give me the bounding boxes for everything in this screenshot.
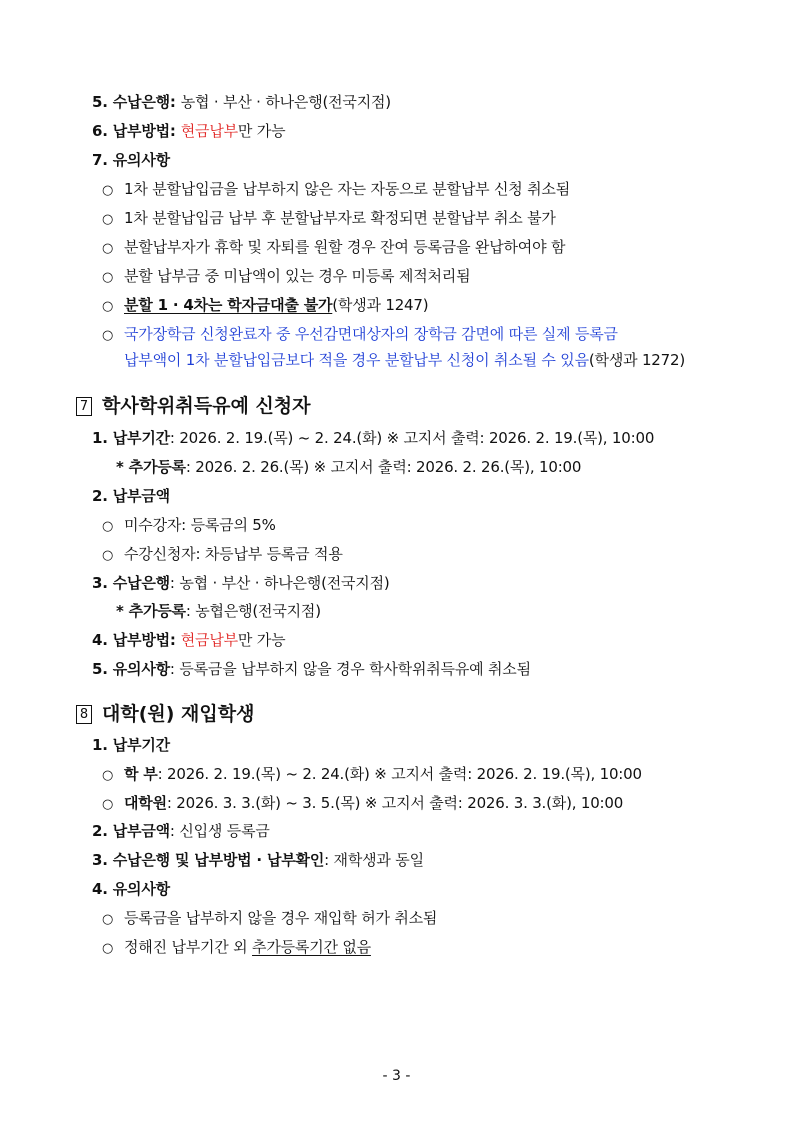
bullet-icon: ○ — [102, 768, 114, 783]
bank-item: 3. 수납은행: 농협 · 부산 · 하나은행(전국지점) — [92, 574, 390, 592]
section-heading — [76, 394, 311, 418]
bank-item: 5. 수납은행: 농협 · 부산 · 하나은행(전국지점) — [92, 93, 391, 111]
bank-label: 5. 수납은행 — [92, 93, 170, 111]
amount-item: 2. 납부금액: 신입생 등록금 — [92, 822, 270, 840]
list-item: ○ 학 부: 2026. 2. 19.(목) ~ 2. 24.(화) ※ 고지서 출력: 2026. 2. 19.(목), 10:00 — [102, 764, 642, 786]
list-item: ○ 분할납부자가 휴학 및 자퇴를 원할 경우 잔여 등록금을 완납하여야 함 — [102, 237, 565, 259]
bank-extra: * 추가등록: 농협은행(전국지점) — [116, 602, 321, 620]
bullet-icon: ○ — [102, 241, 114, 256]
page-number: - 3 - — [382, 1068, 411, 1084]
method-item: 4. 납부방법: 현금납부만 가능 — [92, 631, 286, 649]
bullet-icon: ○ — [102, 299, 114, 314]
bullet-icon: ○ — [102, 548, 114, 563]
list-item: ○ 정해진 납부기간 외 추가등록기간 없음 — [102, 937, 371, 959]
section-number: 7 — [76, 397, 92, 416]
list-item: ○ 수강신청자: 차등납부 등록금 적용 — [102, 544, 343, 566]
list-item: ○ 등록금을 납부하지 않을 경우 재입학 허가 취소됨 — [102, 908, 437, 930]
no-extra-registration: 추가등록기간 없음 — [252, 938, 371, 956]
bullet-icon: ○ — [102, 328, 114, 343]
list-item: ○ 국가장학금 신청완료자 중 우선감면대상자의 장학금 감면에 따른 실제 등록금 — [102, 324, 618, 346]
list-item: ○ 분할 1 · 4차는 학자금대출 불가(학생과 1247) — [102, 295, 428, 317]
bank-text: 농협 · 부산 · 하나은행(전국지점) — [180, 93, 391, 111]
notes-item: 5. 유의사항: 등록금을 납부하지 않을 경우 학사학위취득유예 취소됨 — [92, 660, 531, 678]
list-item: ○ 1차 분할납입금 납부 후 분할납부자로 확정되면 분할납부 취소 불가 — [102, 208, 556, 230]
bank-item: 3. 수납은행 및 납부방법 · 납부확인: 재학생과 동일 — [92, 851, 424, 869]
notes-title: 7. 유의사항 — [92, 151, 170, 169]
list-item: ○ 미수강자: 등록금의 5% — [102, 515, 276, 537]
list-item: ○ 대학원: 2026. 3. 3.(화) ~ 3. 5.(목) ※ 고지서 출력: 2026. 3. 3.(화), 10:00 — [102, 793, 623, 815]
loan-notice: 분할 1 · 4차는 학자금대출 불가 — [124, 296, 333, 314]
bullet-icon: ○ — [102, 212, 114, 227]
bullet-icon: ○ — [102, 912, 114, 927]
bullet-icon: ○ — [102, 519, 114, 534]
bullet-icon: ○ — [102, 270, 114, 285]
cash-payment-highlight: 현금납부 — [180, 122, 238, 140]
section-number: 8 — [76, 705, 92, 724]
section-heading — [76, 702, 254, 726]
bullet-icon: ○ — [102, 183, 114, 198]
list-item: ○ 분할 납부금 중 미납액이 있는 경우 미등록 제적처리됨 — [102, 266, 470, 288]
section-title: 대학(원) 재입학생 — [102, 703, 255, 725]
method-label: 6. 납부방법 — [92, 122, 170, 140]
list-item: ○ 1차 분할납입금을 납부하지 않은 자는 자동으로 분할납부 신청 취소됨 — [102, 179, 570, 201]
bullet-icon: ○ — [102, 941, 114, 956]
extra-registration: * 추가등록: 2026. 2. 26.(목) ※ 고지서 출력: 2026. 2. 26.(목), 10:00 — [116, 458, 582, 476]
section-title: 학사학위취득유예 신청자 — [102, 395, 311, 417]
amount-title: 2. 납부금액 — [92, 487, 170, 505]
list-item-continuation: 납부액이 1차 분할납입금보다 적을 경우 분할납부 신청이 취소될 수 있음(학생과 1272) — [124, 351, 685, 369]
method-item: 6. 납부방법: 현금납부만 가능 — [92, 122, 286, 140]
notes-title: 4. 유의사항 — [92, 880, 170, 898]
bullet-icon: ○ — [102, 797, 114, 812]
cash-payment-highlight: 현금납부 — [180, 631, 238, 649]
period-title: 1. 납부기간 — [92, 736, 170, 754]
period-item: 1. 납부기간: 2026. 2. 19.(목) ~ 2. 24.(화) ※ 고지서 출력: 2026. 2. 19.(목), 10:00 — [92, 429, 655, 447]
